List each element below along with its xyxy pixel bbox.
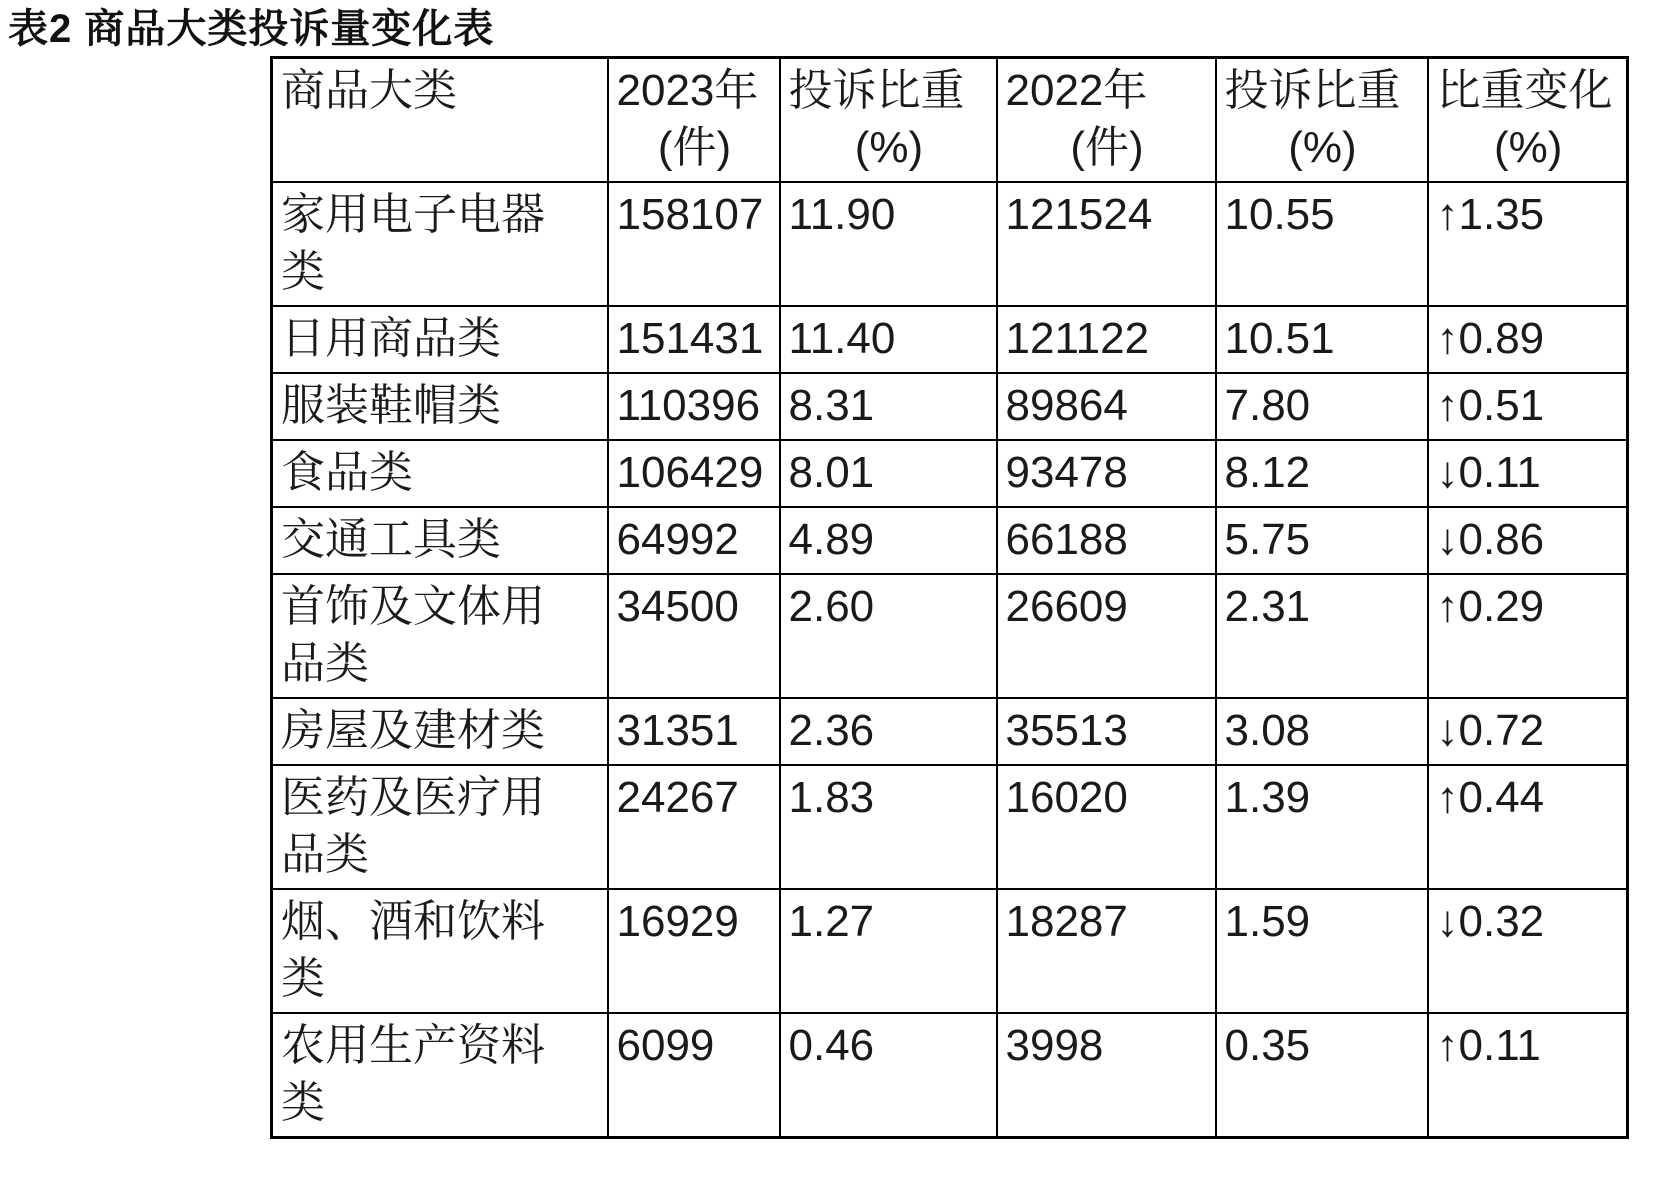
col-header-2023-count-unit: (件): [657, 123, 732, 172]
table-row: [272, 698, 1628, 765]
cell-2022-share: 10.55: [1216, 182, 1428, 306]
col-header-share-change: [1428, 58, 1628, 183]
cell-share-change: [1428, 574, 1628, 698]
down-arrow-icon: ↓: [1436, 448, 1459, 497]
cell-2022-count: 35513: [997, 698, 1216, 765]
change-value: 0.11: [1458, 1021, 1541, 1070]
cell-share-change: [1428, 306, 1628, 373]
up-arrow-icon: ↑: [1436, 773, 1459, 822]
cell-2022-count: 66188: [997, 507, 1216, 574]
change-value: 0.51: [1458, 381, 1545, 430]
cell-2022-share: 0.35: [1216, 1013, 1428, 1138]
cell-2023-count: 16929: [608, 889, 780, 1013]
cell-2023-share: 11.90: [780, 182, 997, 306]
up-arrow-icon: ↑: [1436, 381, 1459, 430]
cell-category: 烟、酒和饮料类: [272, 889, 608, 1013]
change-value: 1.35: [1458, 190, 1545, 239]
cell-2022-count: 121122: [997, 306, 1216, 373]
cell-category: 首饰及文体用品类: [272, 574, 608, 698]
cell-2022-count: 16020: [997, 765, 1216, 889]
change-value: 0.86: [1458, 515, 1545, 564]
cell-2022-count: 18287: [997, 889, 1216, 1013]
col-header-2023-share-label: 投诉比重: [788, 66, 965, 115]
cell-2022-share: 7.80: [1216, 373, 1428, 440]
cell-share-change: [1428, 373, 1628, 440]
change-value: 0.29: [1458, 582, 1545, 631]
cell-2023-share: 4.89: [780, 507, 997, 574]
cell-2023-share: 1.83: [780, 765, 997, 889]
cell-2022-share: 2.31: [1216, 574, 1428, 698]
col-header-2023-share-unit: (%): [854, 123, 924, 172]
up-arrow-icon: ↑: [1436, 1021, 1459, 1070]
change-value: 0.11: [1458, 448, 1541, 497]
cell-2023-share: 8.31: [780, 373, 997, 440]
cell-2023-count: 31351: [608, 698, 780, 765]
col-header-2022-share-label: 投诉比重: [1224, 66, 1401, 115]
cell-2022-count: 121524: [997, 182, 1216, 306]
table-row: [272, 765, 1628, 889]
cell-2022-share: 5.75: [1216, 507, 1428, 574]
col-header-2022-share: [1216, 58, 1428, 183]
change-value: 0.72: [1458, 706, 1545, 755]
cell-category: 交通工具类: [272, 507, 608, 574]
cell-2022-share: 1.39: [1216, 765, 1428, 889]
cell-2023-count: 24267: [608, 765, 780, 889]
table-row: [272, 440, 1628, 507]
change-value: 0.89: [1458, 314, 1545, 363]
cell-2023-count: 158107: [608, 182, 780, 306]
up-arrow-icon: ↑: [1436, 190, 1459, 239]
cell-2023-count: 151431: [608, 306, 780, 373]
cell-2022-share: 8.12: [1216, 440, 1428, 507]
cell-2023-count: 64992: [608, 507, 780, 574]
cell-category: 房屋及建材类: [272, 698, 608, 765]
col-header-category-label: 商品大类: [281, 66, 457, 115]
cell-2023-share: 2.36: [780, 698, 997, 765]
cell-share-change: [1428, 765, 1628, 889]
cell-2022-share: 10.51: [1216, 306, 1428, 373]
cell-share-change: [1428, 507, 1628, 574]
cell-2022-share: 3.08: [1216, 698, 1428, 765]
cell-share-change: [1428, 698, 1628, 765]
cell-share-change: [1428, 889, 1628, 1013]
cell-2023-count: 106429: [608, 440, 780, 507]
change-value: 0.32: [1458, 897, 1545, 946]
change-value: 0.44: [1458, 773, 1545, 822]
col-header-2022-count-unit: (件): [1070, 123, 1144, 172]
table-row: [272, 1013, 1628, 1138]
cell-category: 食品类: [272, 440, 608, 507]
table-row: [272, 373, 1628, 440]
col-header-category: [272, 58, 608, 183]
table-row: [272, 507, 1628, 574]
down-arrow-icon: ↓: [1436, 897, 1459, 946]
cell-2022-count: 89864: [997, 373, 1216, 440]
table-row: [272, 182, 1628, 306]
down-arrow-icon: ↓: [1436, 706, 1459, 755]
complaints-change-table: [270, 56, 1629, 1139]
col-header-share-change-label: 比重变化: [1436, 66, 1613, 115]
cell-2023-share: 2.60: [780, 574, 997, 698]
table-row: [272, 889, 1628, 1013]
col-header-2022-count: [997, 58, 1216, 183]
cell-2023-count: 6099: [608, 1013, 780, 1138]
cell-2023-share: 1.27: [780, 889, 997, 1013]
col-header-2022-count-label: 2022年: [1005, 66, 1148, 115]
cell-2023-share: 11.40: [780, 306, 997, 373]
col-header-2022-share-unit: (%): [1288, 123, 1357, 172]
col-header-2023-count: [608, 58, 780, 183]
down-arrow-icon: ↓: [1436, 515, 1459, 564]
up-arrow-icon: ↑: [1436, 582, 1459, 631]
table-row: [272, 574, 1628, 698]
cell-category: 家用电子电器类: [272, 182, 608, 306]
cell-2023-count: 110396: [608, 373, 780, 440]
table-caption: 表2 商品大类投诉量变化表: [8, 7, 495, 51]
cell-share-change: [1428, 1013, 1628, 1138]
cell-2023-share: 0.46: [780, 1013, 997, 1138]
header-row: [272, 58, 1628, 183]
cell-2022-count: 26609: [997, 574, 1216, 698]
cell-2022-count: 93478: [997, 440, 1216, 507]
cell-category: 医药及医疗用品类: [272, 765, 608, 889]
col-header-2023-count-label: 2023年: [616, 66, 759, 115]
col-header-2023-share: [780, 58, 997, 183]
cell-2023-share: 8.01: [780, 440, 997, 507]
cell-category: 农用生产资料类: [272, 1013, 608, 1138]
table-row: [272, 306, 1628, 373]
cell-share-change: [1428, 440, 1628, 507]
col-header-share-change-unit: (%): [1494, 123, 1563, 172]
cell-2022-share: 1.59: [1216, 889, 1428, 1013]
cell-share-change: [1428, 182, 1628, 306]
cell-2023-count: 34500: [608, 574, 780, 698]
cell-2022-count: 3998: [997, 1013, 1216, 1138]
up-arrow-icon: ↑: [1436, 314, 1459, 363]
cell-category: 服装鞋帽类: [272, 373, 608, 440]
cell-category: 日用商品类: [272, 306, 608, 373]
